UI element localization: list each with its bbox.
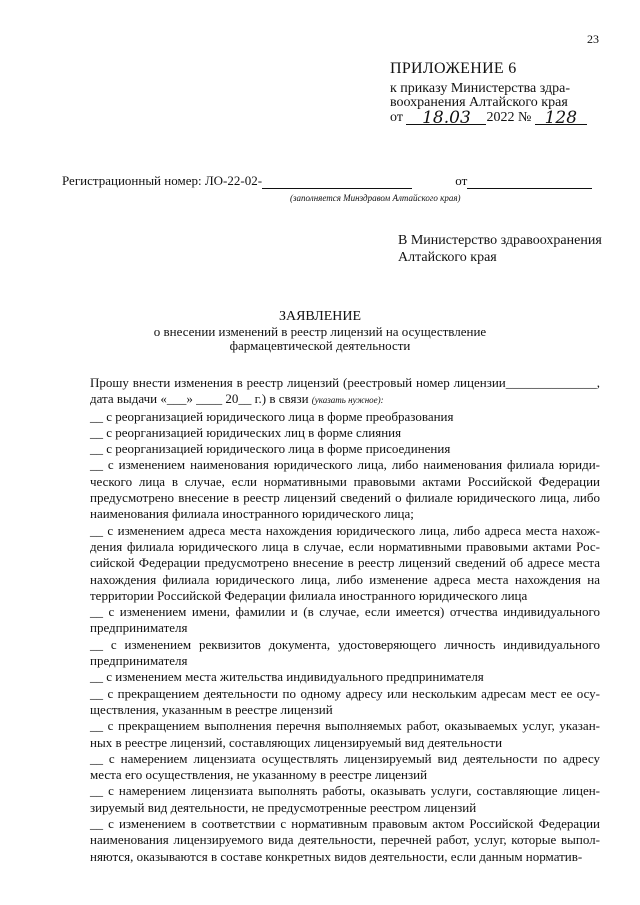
statement-title: ЗАЯВЛЕНИЕ [278, 309, 362, 324]
intro-line-2-text: дата выдачи «___» ____ 20__ г.) в связи [90, 391, 309, 407]
list-item: __ с изменением наименования юридического лица, либо наименования филиала юриди-ческого лица в случае, если нормативными правовыми актами Российской Федерации предусмотрено внесение в реестр лицензий сведений о филиале юридического лица, либо наименования филиала иностранного юридического лица; [90, 457, 600, 522]
appendix-ministry-line: воохранения Алтайского края [390, 95, 568, 110]
addressee-line-1: В Министерство здравоохранения [398, 233, 602, 248]
appendix-order-line: к приказу Министерства здра- [390, 81, 571, 96]
registration-line [62, 173, 592, 189]
date-prefix: от [390, 110, 403, 125]
intro-note: (указать нужное): [311, 395, 384, 406]
list-item: __ с намерением лицензиата выполнять работы, оказывать услуги, составляющие лицен-зируемый вид деятельности, не предусмотренные реестром лицензий [90, 783, 600, 815]
appendix-date-line [390, 108, 587, 128]
list-item: __ с реорганизацией юридических лиц в форме слияния [90, 424, 402, 440]
registration-from-label: от [455, 173, 468, 188]
list-item: __ с реорганизацией юридического лица в форме преобразования [90, 408, 454, 424]
appendix-title: ПРИЛОЖЕНИЕ 6 [390, 60, 517, 77]
list-item: __ с изменением места жительства индивидуального предпринимателя [90, 669, 484, 685]
registration-note: (заполняется Минздравом Алтайского края) [290, 193, 461, 203]
registration-number-field [262, 175, 412, 189]
addressee-line-2: Алтайского края [398, 250, 497, 265]
list-item: __ с изменением имени, фамилии и (в случае, если имеется) отчества индивидуального предпринимателя [90, 604, 600, 636]
list-item: __ с прекращением выполнения перечня выполняемых работ, оказываемых услуг, указан-ных в реестре лицензий, составляющих лицензируемый вид деятельности [90, 718, 600, 750]
page-number: 23 [587, 32, 599, 46]
statement-body [90, 375, 600, 865]
handwritten-number: 128 [544, 108, 578, 128]
intro-line-2 [90, 391, 600, 408]
list-item: __ с изменением реквизитов документа, удостоверяющего личность индивидуального предпринимателя [90, 636, 600, 669]
list-item: __ с изменением адреса места нахождения юридического лица, либо адреса места нахож-дения филиала юридического лица в случае, если нормативными правовыми актами Рос-сийской Федерации предусмотрено внесение в реестр лицензий сведений об адресе места нахождения филиала юридического лица, либо изменение адреса места нахождения на территории Российской Федерации филиала иностранного юридического лица [90, 522, 600, 603]
intro-line-1: Прошу внести изменения в реестр лицензий (реестровый номер лицензии______________, [90, 375, 600, 390]
statement-subtitle-2: фармацевтической деятельности [229, 338, 411, 353]
date-field [406, 108, 486, 128]
registration-date-field [467, 175, 592, 189]
year-number-label: 2022 № [486, 110, 532, 125]
registration-label: Регистрационный номер: ЛО-22-02- [62, 173, 263, 188]
handwritten-date: 18.03 [422, 108, 471, 128]
list-item: __ с намерением лицензиата осуществлять лицензируемый вид деятельности по адресу места его осуществления, не указанному в реестре лицензий [90, 750, 600, 783]
list-item: __ с изменением в соответствии с нормативным правовым актом Российской Федерации наименования лицензируемого вида деятельности, перечней работ, услуг, которые выпол-няются, оказываются в составе конкретных видов деятельности, если данным норматив- [90, 816, 600, 864]
statement-subtitle-1: о внесении изменений в реестр лицензий на осуществление [153, 324, 487, 339]
number-field [535, 108, 587, 128]
list-item: __ с реорганизацией юридического лица в форме присоединения [90, 441, 451, 457]
list-item: __ с прекращением деятельности по одному адресу или нескольким адресам мест ее осу-ществления, указанным в реестре лицензий [90, 685, 600, 717]
